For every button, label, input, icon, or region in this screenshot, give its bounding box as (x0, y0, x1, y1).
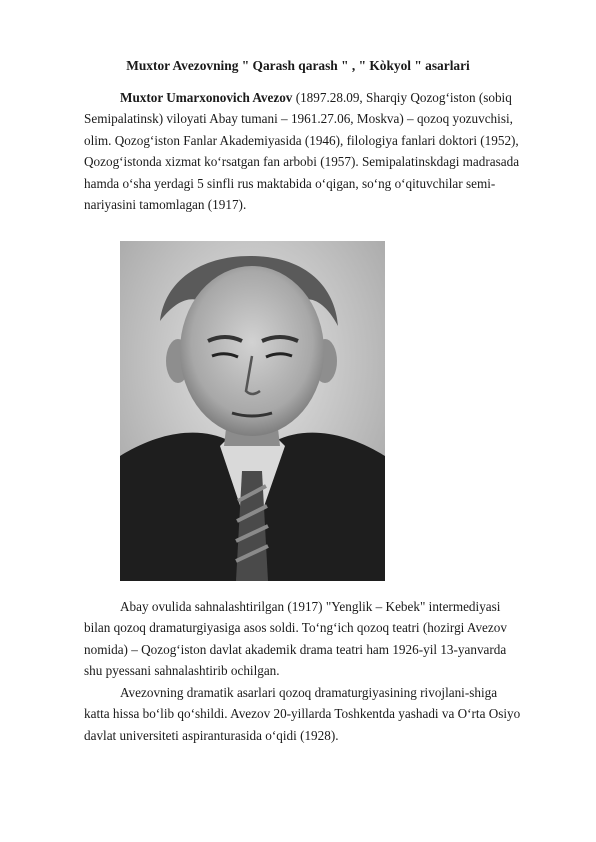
author-portrait-photo (120, 241, 385, 581)
paragraph-line: davlat universiteti aspiranturasida o‘qidi (1928). (84, 727, 339, 743)
portrait-image (120, 241, 385, 581)
paragraph-line: hamda o‘sha yerdagi 5 sinfli rus maktabida o‘qigan, so‘ng o‘qituvchilar semi- (84, 175, 496, 191)
paragraph-line: katta hissa bo‘lib qo‘shildi. Avezov 20-yillarda Toshkentda yashadi va O‘rta Osiyo (84, 706, 521, 722)
paragraph-dramaturgy (84, 682, 554, 746)
author-name: Muxtor Umarxonovich Avezov (120, 90, 293, 105)
paragraph-line: Semipalatinsk) viloyati Abay tumani – 1961.27.06, Moskva) – qozoq yozuvchisi, (84, 111, 513, 127)
paragraph-biography (84, 87, 554, 215)
paragraph-line: nomida) – Qozog‘iston davlat akademik drama teatri ham 1926-yil 13-yanvarda (84, 641, 507, 657)
paragraph-line: bilan qozoq dramaturgiyasiga asos soldi. To‘ng‘ich qozoq teatri (hozirgi Avezov (84, 620, 507, 636)
paragraph-line: nariyasini tamomlagan (1917). (84, 197, 247, 213)
paragraph-line: shu pyessani sahnalashtirib ochilgan. (84, 663, 280, 679)
paragraph-line: Qozog‘istonda xizmat ko‘rsatgan fan arbobi (1957). Semipalatinskdagi madrasada (84, 154, 520, 170)
paragraph-line: Avezovning dramatik asarlari qozoq dramaturgiyasining rivojlani-shiga (120, 685, 498, 700)
paragraph-line: Muxtor Umarxonovich Avezov (1897.28.09, Sharqiy Qozog‘iston (sobiq (120, 90, 512, 105)
paragraph-line: Abay ovulida sahnalashtirilgan (1917) "Yenglik – Kebek" intermediyasi (120, 599, 501, 614)
paragraph-line: olim. Qozog‘iston Fanlar Akademiyasida (1946), filologiya fanlari doktori (1952), (84, 132, 519, 148)
document-title: Muxtor Avezovning " Qarash qarash " , " Kòkyol " asarlari (126, 58, 470, 73)
paragraph-theatre (84, 596, 554, 682)
